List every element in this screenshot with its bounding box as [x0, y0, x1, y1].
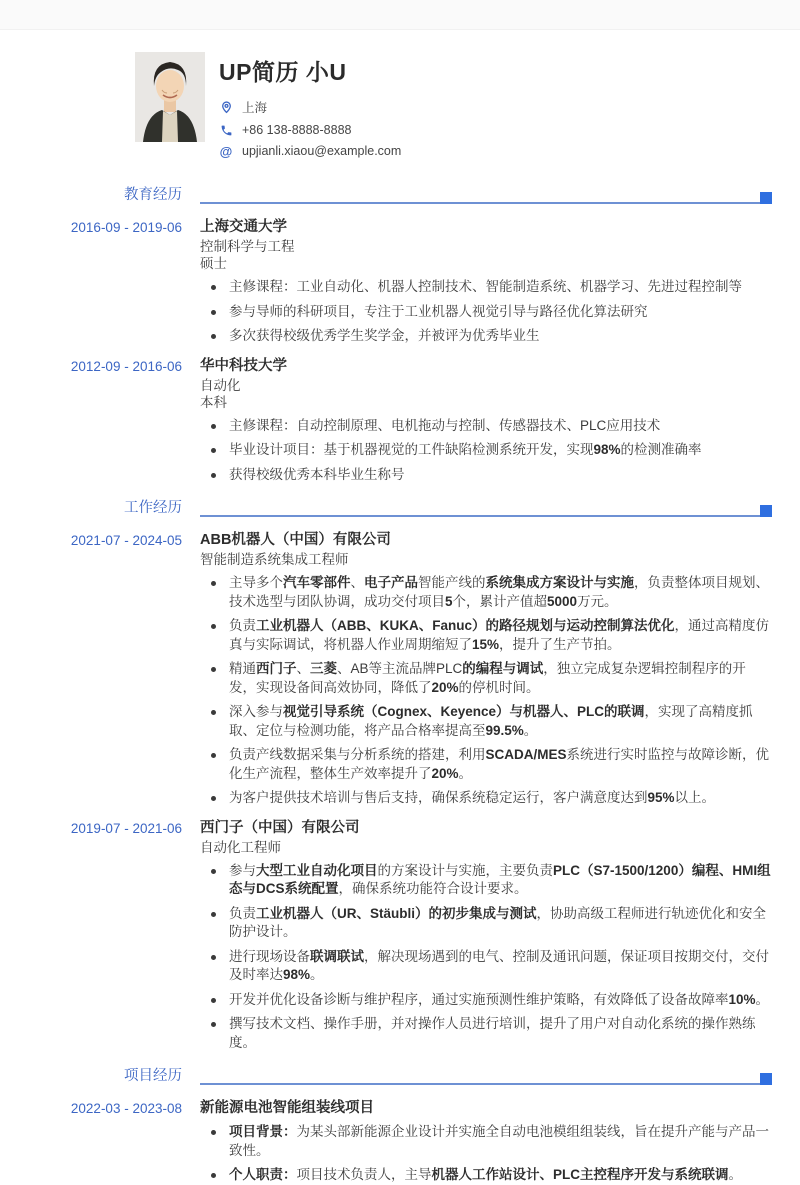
bullet-item: [200, 327, 772, 346]
entry-heading: 华中科技大学: [200, 357, 287, 374]
entry-bullets: [200, 862, 772, 1053]
bullet-text: 项目背景：为某头部新能源企业设计并实施全自动电池模组组装线，旨在提升产能与产品一致性。: [229, 1124, 769, 1158]
bullet-text: 负责产线数据采集与分析系统的搭建，利用SCADA/MES系统进行实时监控与故障诊断，优化生产流程，整体生产效率提升了20%。: [229, 747, 770, 781]
entry-date-range: 2022-03 - 2023-08: [70, 1101, 182, 1116]
entry-sublines: [200, 839, 772, 856]
bullet-text: 精通西门子、三菱、AB等主流品牌PLC的编程与调试，独立完成复杂逻辑控制程序的开发，实现设备间高效协同，降低了20%的停机时间。: [229, 661, 746, 695]
entry-body: [200, 531, 772, 808]
entry-heading: 新能源电池智能组装线项目: [200, 1100, 374, 1116]
resume-entry: [0, 218, 800, 346]
bullet-item: [200, 948, 772, 985]
resume-entry: [0, 1099, 800, 1185]
entry-body: [200, 819, 772, 1053]
page-top-margin: [0, 0, 800, 30]
bullet-dot-icon: [211, 710, 216, 715]
entry-date-range: 2016-09 - 2019-06: [70, 220, 182, 235]
bullet-dot-icon: [211, 869, 216, 874]
bullet-item: [200, 862, 772, 899]
bullet-item: [200, 1166, 772, 1185]
section-entries: [0, 531, 800, 1052]
resume-header: [0, 30, 800, 171]
bullet-dot-icon: [211, 334, 216, 339]
email-icon: @: [219, 143, 233, 159]
section-title: 教育经历: [124, 187, 182, 203]
bullet-dot-icon: [211, 1173, 216, 1178]
bullet-text: 多次获得校级优秀学生奖学金，并被评为优秀毕业生: [229, 328, 540, 343]
sections: [0, 183, 800, 1185]
bullet-dot-icon: [211, 1022, 216, 1027]
section-divider: [200, 1072, 772, 1086]
section-divider-line: [200, 1083, 772, 1085]
section-title: 项目经历: [124, 1068, 182, 1084]
resume-section: [0, 1064, 800, 1185]
resume-entry: [0, 357, 800, 485]
bullet-dot-icon: [211, 955, 216, 960]
bullet-dot-icon: [211, 998, 216, 1003]
bullet-dot-icon: [211, 581, 216, 586]
entry-body: [200, 357, 772, 485]
entry-bullets: [200, 278, 772, 346]
bullet-text: 参与导师的科研项目，专注于工业机器人视觉引导与路径优化算法研究: [229, 303, 648, 319]
contact-location: [219, 98, 401, 116]
resume-section: [0, 183, 800, 484]
entry-sublines: [200, 377, 772, 411]
bullet-dot-icon: [211, 310, 216, 315]
bullet-text: 为客户提供技术培训与售后支持，确保系统稳定运行，客户满意度达到95%以上。: [229, 790, 716, 805]
bullet-dot-icon: [211, 667, 216, 672]
entry-subline: 自动化: [200, 377, 241, 393]
resume-section: [0, 496, 800, 1052]
bullet-text: 主修课程：自动控制原理、电机拖动与控制、传感器技术、PLC应用技术: [229, 417, 661, 433]
entry-body: [200, 218, 772, 346]
resume-entry: [0, 819, 800, 1053]
location-icon: [219, 100, 233, 114]
resume-entry: [0, 531, 800, 808]
entry-subline: 硕士: [200, 256, 227, 271]
contact-phone: [219, 123, 401, 137]
bullet-item: [200, 1015, 772, 1052]
entry-subline: 自动化工程师: [200, 839, 281, 855]
bullet-item: [200, 466, 772, 485]
phone-icon: [219, 123, 233, 137]
bullet-dot-icon: [211, 796, 216, 801]
entry-date-range: 2012-09 - 2016-06: [70, 358, 182, 374]
entry-subline: 本科: [200, 394, 227, 410]
bullet-dot-icon: [211, 448, 216, 453]
bullet-item: [200, 905, 772, 942]
contact-phone-text: +86 138-8888-8888: [242, 123, 352, 137]
section-divider-line: [200, 515, 772, 517]
bullet-dot-icon: [211, 1130, 216, 1135]
entry-bullets: [200, 574, 772, 808]
contact-location-text: 上海: [242, 101, 268, 115]
bullet-text: 个人职责：项目技术负责人，主导机器人工作站设计、PLC主控程序开发与系统联调。: [229, 1167, 742, 1182]
bullet-dot-icon: [211, 285, 216, 290]
bullet-item: [200, 417, 772, 436]
section-divider-square: [760, 1073, 772, 1085]
section-entries: [0, 218, 800, 484]
section-header: [0, 1064, 800, 1086]
bullet-text: 负责工业机器人（ABB、KUKA、Fanuc）的路径规划与运动控制算法优化，通过高精度仿真与实际调试，将机器人作业周期缩短了15%，提升了生产节拍。: [229, 618, 769, 652]
bullet-item: [200, 441, 772, 460]
bullet-item: [200, 660, 772, 697]
bullet-text: 开发并优化设备诊断与维护程序，通过实施预测性维护策略，有效降低了设备故障率10%。: [229, 991, 770, 1007]
bullet-item: [200, 1123, 772, 1160]
bullet-dot-icon: [211, 624, 216, 629]
bullet-item: [200, 703, 772, 740]
bullet-text: 进行现场设备联调联试，解决现场遇到的电气、控制及通讯问题，保证项目按期交付，交付及时率达98%。: [229, 948, 769, 982]
section-divider-line: [200, 202, 772, 204]
bullet-item: [200, 303, 772, 322]
section-header: [0, 183, 800, 205]
header-info: [205, 52, 401, 165]
entry-date-range: 2021-07 - 2024-05: [70, 533, 182, 548]
bullet-item: [200, 574, 772, 611]
profile-photo-illustration: [135, 52, 205, 142]
section-header: [0, 496, 800, 518]
bullet-text: 深入参与视觉引导系统（Cognex、Keyence）与机器人、PLC的联调，实现了高精度抓取、定位与检测功能，将产品合格率提高至99.5%。: [229, 704, 753, 738]
bullet-text: 参与大型工业自动化项目的方案设计与实施，主要负责PLC（S7-1500/1200）编程、HMI组态与DCS系统配置，确保系统功能符合设计要求。: [229, 862, 771, 896]
bullet-text: 撰写技术文档、操作手册，并对操作人员进行培训，提升了用户对自动化系统的操作熟练度。: [229, 1016, 756, 1050]
section-divider-square: [760, 192, 772, 204]
entry-bullets: [200, 417, 772, 485]
bullet-item: [200, 278, 772, 297]
bullet-item: [200, 789, 772, 808]
bullet-dot-icon: [211, 912, 216, 917]
contact-email-text: upjianli.xiaou@example.com: [242, 144, 402, 158]
bullet-text: 负责工业机器人（UR、Stäubli）的初步集成与测试，协助高级工程师进行轨迹优化和安全防护设计。: [229, 905, 767, 939]
entry-sublines: [200, 238, 772, 272]
section-divider: [200, 191, 772, 205]
bullet-item: [200, 746, 772, 783]
contact-email: [219, 144, 401, 158]
candidate-name: UP简历 小U: [219, 59, 347, 85]
section-divider-square: [760, 505, 772, 517]
bullet-text: 获得校级优秀本科毕业生称号: [229, 466, 405, 482]
entry-subline: 智能制造系统集成工程师: [200, 552, 349, 567]
bullet-text: 毕业设计项目：基于机器视觉的工件缺陷检测系统开发，实现98%的检测准确率: [229, 442, 702, 457]
entry-subline: 控制科学与工程: [200, 239, 295, 254]
bullet-item: [200, 617, 772, 654]
entry-sublines: [200, 551, 772, 568]
entry-date-range: 2019-07 - 2021-06: [70, 820, 182, 836]
entry-heading: 西门子（中国）有限公司: [200, 819, 360, 836]
entry-heading: 上海交通大学: [200, 219, 287, 235]
bullet-text: 主修课程：工业自动化、机器人控制技术、智能制造系统、机器学习、先进过程控制等: [229, 279, 742, 294]
bullet-dot-icon: [211, 473, 216, 478]
bullet-dot-icon: [211, 753, 216, 758]
entry-heading: ABB机器人（中国）有限公司: [200, 532, 391, 548]
profile-photo: [135, 52, 205, 142]
entry-body: [200, 1099, 772, 1185]
bullet-dot-icon: [211, 424, 216, 429]
section-entries: [0, 1099, 800, 1185]
section-title: 工作经历: [124, 500, 182, 516]
bullet-item: [200, 991, 772, 1010]
section-divider: [200, 504, 772, 518]
entry-bullets: [200, 1123, 772, 1185]
bullet-text: 主导多个汽车零部件、电子产品智能产线的系统集成方案设计与实施，负责整体项目规划、技术选型与团队协调，成功交付项目5个，累计产值超5000万元。: [229, 575, 769, 609]
